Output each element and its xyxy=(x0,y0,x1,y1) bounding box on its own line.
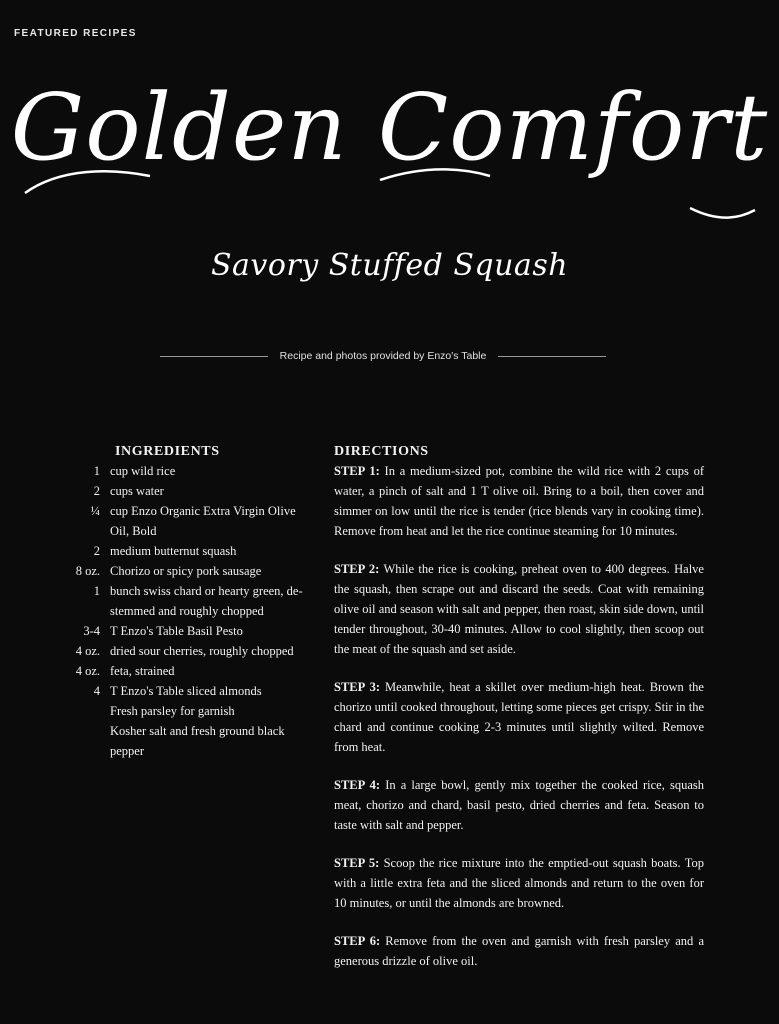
step-text: Remove from the oven and garnish with fresh parsley and a generous drizzle of olive oil. xyxy=(334,934,704,968)
ingredient-item xyxy=(60,561,310,581)
ingredient-qty: 4 oz. xyxy=(75,644,100,658)
direction-step xyxy=(334,559,704,659)
direction-step xyxy=(334,775,704,835)
ingredient-item xyxy=(60,621,310,641)
ingredient-qty: 1 xyxy=(93,464,100,478)
ingredient-text: T Enzo's Table sliced almonds xyxy=(110,684,262,698)
step-text: While the rice is cooking, preheat oven to 400 degrees. Halve the squash, then scrape out and discard the seeds. Coat with remaining olive oil and season with salt and pepper, then roast, skin side down, until tender throughout, 30-40 minutes. Allow to cool slightly, then scoop out the meat of the squash and set aside. xyxy=(334,562,704,656)
step-label: STEP 6: xyxy=(334,934,381,948)
direction-step xyxy=(334,853,704,913)
step-label: STEP 4: xyxy=(334,778,381,792)
ingredient-text: cups water xyxy=(110,484,164,498)
ingredient-item xyxy=(60,501,310,541)
credit-rule-right xyxy=(498,356,606,357)
ingredient-text: Kosher salt and fresh ground black pepper xyxy=(110,724,285,758)
ingredients-section xyxy=(60,443,310,761)
ingredient-qty: 2 xyxy=(93,544,100,558)
ingredient-item xyxy=(60,581,310,621)
ingredient-text: Fresh parsley for garnish xyxy=(110,704,235,718)
ingredient-text: medium butternut squash xyxy=(110,544,237,558)
credit-text: Recipe and photos provided by Enzo's Table xyxy=(279,350,487,362)
recipe-title xyxy=(0,58,779,198)
ingredient-item xyxy=(60,701,310,721)
ingredient-qty xyxy=(60,721,100,761)
ingredient-qty xyxy=(60,701,100,721)
step-text: In a medium-sized pot, combine the wild rice with 2 cups of water, a pinch of salt and 1 T olive oil. Bring to a boil, then cover and simmer on low until the rice is tender (rice blends vary in cooking time). Remove from heat and let the rice continue steaming for 10 minutes. xyxy=(334,464,704,538)
ingredient-item xyxy=(60,461,310,481)
ingredient-text: cup Enzo Organic Extra Virgin Olive Oil, Bold xyxy=(110,504,296,538)
step-label: STEP 1: xyxy=(334,464,380,478)
ingredient-text: Chorizo or spicy pork sausage xyxy=(110,564,262,578)
ingredient-item xyxy=(60,661,310,681)
recipe-title-text: Golden Comfort xyxy=(10,74,769,181)
ingredient-item xyxy=(60,721,310,761)
ingredient-qty: 1 xyxy=(93,584,100,598)
recipe-subtitle: Savory Stuffed Squash xyxy=(210,248,569,283)
ingredient-qty: 4 oz. xyxy=(75,664,100,678)
ingredient-qty: ¼ xyxy=(90,504,100,518)
step-label: STEP 3: xyxy=(334,680,380,694)
ingredient-text: bunch swiss chard or hearty green, de-stemmed and roughly chopped xyxy=(110,584,303,618)
ingredient-qty: 8 oz. xyxy=(75,564,100,578)
step-text: In a large bowl, gently mix together the cooked rice, squash meat, chorizo and chard, basil pesto, dried cherries and feta. Season to taste with salt and pepper. xyxy=(334,778,704,832)
section-tag: FEATURED RECIPES xyxy=(14,28,137,39)
directions-section xyxy=(334,443,704,989)
ingredient-text: feta, strained xyxy=(110,664,175,678)
direction-step xyxy=(334,461,704,541)
ingredient-item xyxy=(60,481,310,501)
ingredient-item xyxy=(60,641,310,661)
credit-rule-left xyxy=(160,356,268,357)
ingredient-qty: 3-4 xyxy=(83,624,100,638)
step-text: Scoop the rice mixture into the emptied-out squash boats. Top with a little extra feta and the sliced almonds and return to the oven for 10 minutes, or until the almonds are browned. xyxy=(334,856,704,910)
ingredient-text: T Enzo's Table Basil Pesto xyxy=(110,624,243,638)
directions-heading: DIRECTIONS xyxy=(334,444,429,459)
step-label: STEP 5: xyxy=(334,856,380,870)
ingredients-heading: INGREDIENTS xyxy=(115,444,220,459)
ingredient-text: dried sour cherries, roughly chopped xyxy=(110,644,294,658)
ingredient-item xyxy=(60,681,310,701)
direction-step xyxy=(334,931,704,971)
step-text: Meanwhile, heat a skillet over medium-high heat. Brown the chorizo until cooked throughout, letting some pieces get crispy. Stir in the chard and continue cooking 2-3 minutes until slightly wilted. Remove from heat. xyxy=(334,680,704,754)
ingredient-qty: 2 xyxy=(93,484,100,498)
ingredient-text: cup wild rice xyxy=(110,464,176,478)
step-label: STEP 2: xyxy=(334,562,380,576)
ingredient-item xyxy=(60,541,310,561)
ingredient-qty: 4 xyxy=(93,684,100,698)
credit-row xyxy=(160,348,606,364)
direction-step xyxy=(334,677,704,757)
